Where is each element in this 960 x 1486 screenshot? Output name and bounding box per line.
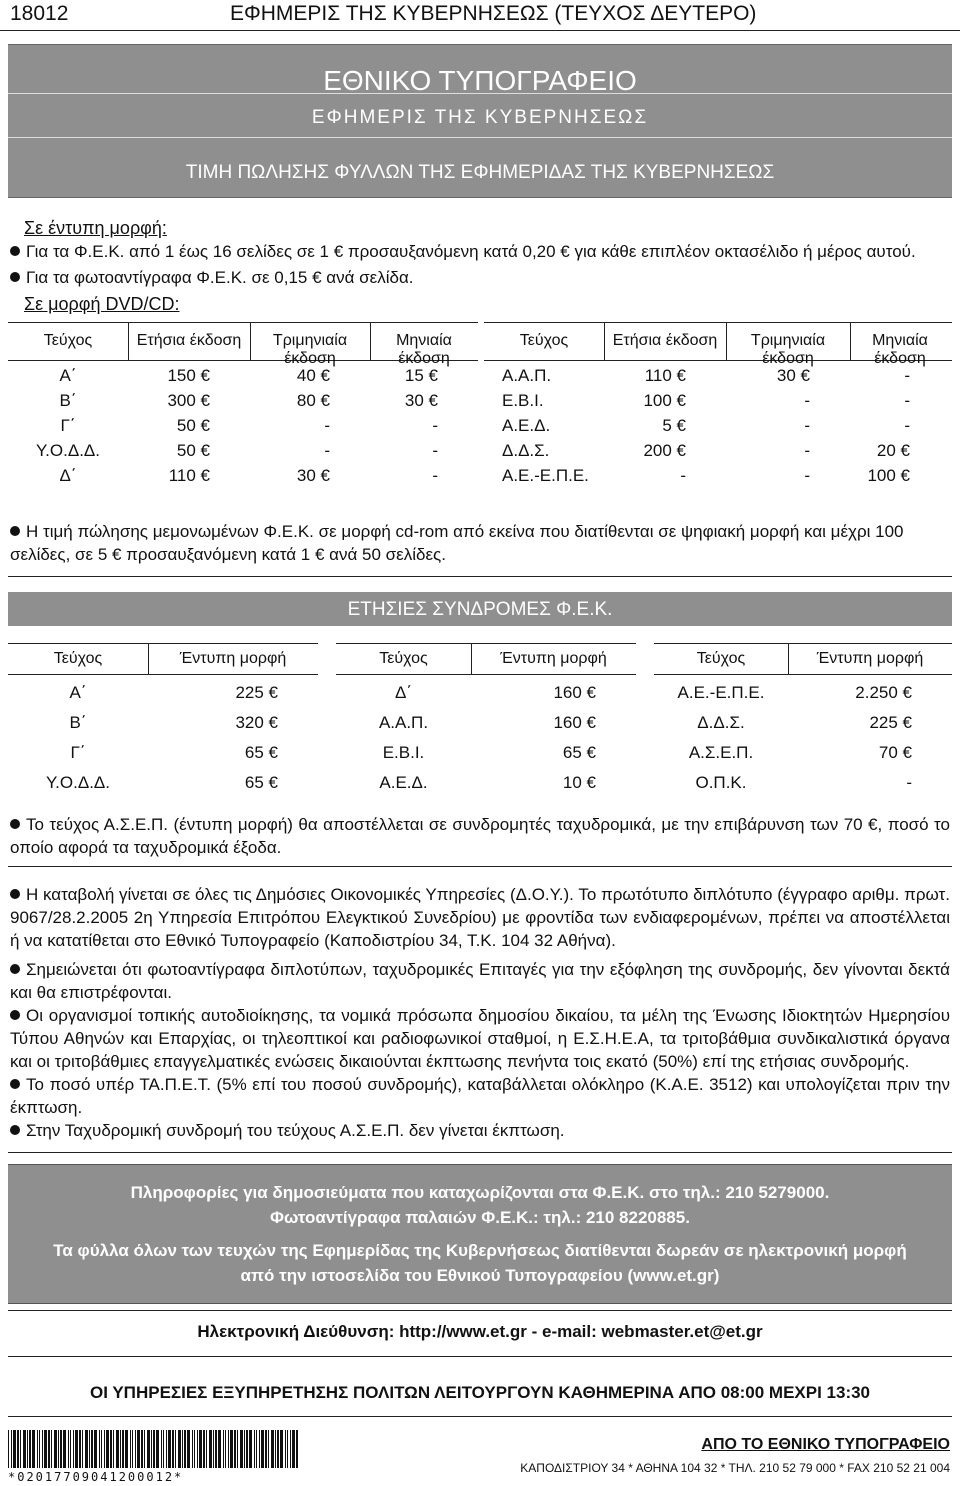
barcode-bar — [182, 1430, 183, 1468]
issue-cell: Α.Ε.Δ. — [379, 773, 428, 792]
dvd-note — [10, 520, 950, 566]
barcode-bar — [51, 1430, 52, 1468]
subscription-note-text: Το τεύχος Α.Σ.Ε.Π. (έντυπη μορφή) θα αποστέλλεται σε συνδρομητές ταχυδρομικά, με την επιβάρυνση των 70 €, ποσό το οποίο αφορά τα ταχυδρομικά έξοδα. — [10, 815, 950, 857]
barcode-bar — [194, 1430, 195, 1468]
issue-cell: Γ΄ — [70, 743, 86, 762]
issue-cell: Ε.Β.Ι. — [502, 391, 544, 410]
info-line-3: Τα φύλλα όλων των τευχών της Εφημερίδας της Κυβερνήσεως διατίθενται δωρεάν σε ηλεκτρονική μορφή — [53, 1241, 907, 1260]
bullet-icon — [10, 1010, 20, 1020]
barcode-bar — [39, 1430, 40, 1468]
barcode-bar — [199, 1430, 202, 1468]
bullet-icon — [10, 964, 20, 974]
barcode-bar — [290, 1430, 291, 1468]
price-cell: 30 € — [776, 366, 810, 385]
barcode-bar — [99, 1430, 100, 1468]
barcode-bar — [27, 1430, 28, 1468]
barcode-bar — [153, 1430, 155, 1468]
issue-cell: Α.Σ.Ε.Π. — [688, 743, 754, 762]
column-header: Μηνιαία έκδοση — [872, 332, 928, 367]
page-number: 18012 — [10, 2, 69, 25]
barcode-bar — [29, 1430, 31, 1468]
column-header-issue: Τεύχος — [53, 650, 103, 667]
barcode-bar — [209, 1430, 212, 1468]
note-photocopies — [10, 958, 950, 1004]
column-header-issue: Τεύχος — [379, 650, 428, 667]
table-rule — [654, 674, 952, 675]
price-cell: - — [432, 416, 438, 435]
print-form-label: Σε έντυπη μορφή: — [24, 218, 167, 238]
issue-cell: Α΄ — [69, 683, 87, 702]
price-cell: - — [904, 366, 910, 385]
barcode-bar — [296, 1430, 298, 1468]
table-rule — [654, 643, 952, 644]
barcode-bar — [265, 1430, 267, 1468]
price-cell: - — [904, 391, 910, 410]
price-cell: 10 € — [562, 773, 596, 792]
banner-title: ΕΘΝΙΚΟ ΤΥΠΟΓΡΑΦΕΙΟ — [323, 65, 637, 96]
issue-cell: Α΄ — [59, 366, 77, 385]
note-payment — [10, 883, 950, 952]
barcode-bar — [206, 1430, 207, 1468]
barcode-bar — [23, 1430, 26, 1468]
price-cell: - — [680, 466, 686, 485]
bullet-icon — [10, 272, 20, 282]
note-text: Οι οργανισμοί τοπικής αυτοδιοίκησης, τα νομικά πρόσωπα δημοσίου δικαίου, τα μέλη της Ένωσης Ιδιοκτητών Ημερησίου Τύπου Αθηνών και Επαρχίας, οι τηλεοπτικοί και ραδιοφωνικοί σταθμοί, η Ε.Σ.Η.Ε.Α, τα τριτοβάθμια συνδικαλιστικά όργανα και οι τριτοβάθμιες επαγγελματικές ενώσεις δικαιούνται έκπτωσης πενήντα τοις εκατό (50%) επί της ετήσιας συνδρομής. — [10, 1006, 950, 1071]
barcode-bar — [82, 1430, 83, 1468]
barcode-bar — [135, 1430, 136, 1468]
issue-cell: Β΄ — [69, 713, 87, 732]
barcode-bar — [75, 1430, 78, 1468]
gazette-title: ΕΦΗΜΕΡΙΣ ΤΗΣ ΚΥΒΕΡΝΗΣΕΩΣ (ΤΕΥΧΟΣ ΔΕΥΤΕΡΟ) — [230, 2, 757, 25]
column-divider — [250, 322, 251, 360]
price-cell: 225 € — [235, 683, 278, 702]
price-cell: 110 € — [168, 466, 210, 485]
price-cell: 100 € — [867, 466, 910, 485]
print-form-bullet-2 — [10, 268, 950, 288]
info-box — [8, 1164, 952, 1304]
barcode-bar — [85, 1430, 88, 1468]
barcode-bar — [60, 1430, 62, 1468]
barcode-bar — [254, 1430, 255, 1468]
barcode-bar — [187, 1430, 190, 1468]
barcode-bar — [275, 1430, 276, 1468]
barcode-bar — [73, 1430, 74, 1468]
note-asep — [10, 1119, 950, 1142]
column-divider — [604, 322, 605, 360]
barcode-bar — [234, 1430, 236, 1468]
column-divider — [370, 322, 371, 360]
barcode-bar — [178, 1430, 181, 1468]
barcode-bar — [285, 1430, 286, 1468]
price-cell: - — [324, 441, 330, 460]
price-cell: - — [432, 441, 438, 460]
barcode-bar — [110, 1430, 112, 1468]
issue-cell: Δ.Δ.Σ. — [502, 441, 550, 460]
price-cell: 225 € — [869, 713, 912, 732]
barcode-bar — [228, 1430, 229, 1468]
publisher-address: ΚΑΠΟΔΙΣΤΡΙΟΥ 34 * ΑΘΗΝΑ 104 32 * ΤΗΛ. 210 52 79 000 * FAX 210 52 21 004 — [520, 1461, 950, 1475]
price-cell: - — [906, 773, 912, 792]
barcode-bar — [101, 1430, 102, 1468]
print-form-bullet-1 — [10, 242, 950, 262]
info-line-4: από την ιστοσελίδα του Εθνικού Τυπογραφείου (www.et.gr) — [240, 1266, 720, 1285]
barcode-bar — [287, 1430, 288, 1468]
barcode-bar — [218, 1430, 221, 1468]
barcode-bar — [237, 1430, 238, 1468]
table-rule — [8, 322, 478, 323]
column-header-print: Έντυπη μορφή — [816, 650, 924, 667]
barcode-bar — [48, 1430, 50, 1468]
barcode-bar — [192, 1430, 193, 1468]
barcode-bar — [141, 1430, 143, 1468]
header-rule — [0, 30, 960, 31]
dvd-note-text: Η τιμή πώλησης μεμονωμένων Φ.Ε.Κ. σε μορφή cd-rom από εκείνα που διατίθενται σε ψηφιακή μορφή και μέχρι 100 σελίδες, σε 5 € προσαυξανόμενη κατά 1 € ανά 50 σελίδες. — [10, 522, 904, 564]
column-divider — [850, 322, 851, 360]
barcode-bar — [104, 1430, 105, 1468]
price-cell: - — [804, 441, 810, 460]
price-cell: 320 € — [235, 713, 278, 732]
column-header: Ετήσια έκδοση — [136, 332, 242, 349]
email-line: Ηλεκτρονική Διεύθυνση: http://www.et.gr - e-mail: webmaster.et@et.gr — [197, 1322, 763, 1341]
price-cell: 150 € — [167, 366, 210, 385]
barcode-bar — [277, 1430, 279, 1468]
table-rule — [8, 643, 318, 644]
opening-hours: ΟΙ ΥΠΗΡΕΣΙΕΣ ΕΞΥΠΗΡΕΤΗΣΗΣ ΠΟΛΙΤΩΝ ΛΕΙΤΟΥΡΓΟΥΝ ΚΑΘΗΜΕΡΙΝΑ ΑΠΟ 08:00 ΜΕΧΡΙ 13:30 — [89, 1383, 871, 1402]
note-discount — [10, 1004, 950, 1073]
barcode-bar — [106, 1430, 109, 1468]
table-rule — [336, 674, 636, 675]
barcode-bar — [42, 1430, 43, 1468]
bullet-icon — [10, 1079, 20, 1089]
banner — [8, 44, 952, 198]
barcode-bar — [137, 1430, 140, 1468]
table-rule — [336, 643, 636, 644]
barcode-bar — [91, 1430, 93, 1468]
barcode-bar — [130, 1430, 131, 1468]
column-header: Τεύχος — [519, 332, 569, 349]
barcode-bar — [203, 1430, 205, 1468]
barcode-bar — [197, 1430, 198, 1468]
barcode-bar — [223, 1430, 224, 1468]
bullet-icon — [10, 819, 20, 829]
barcode-bar — [161, 1430, 162, 1468]
barcode-bar — [54, 1430, 57, 1468]
issue-cell: Β΄ — [59, 391, 77, 410]
price-cell: 50 € — [176, 441, 210, 460]
issue-cell: Ε.Β.Ι. — [382, 743, 425, 762]
barcode-bar — [292, 1430, 295, 1468]
price-cell: 80 € — [296, 391, 330, 410]
price-cell: 300 € — [167, 391, 210, 410]
bullet-icon — [10, 526, 20, 536]
price-cell: 70 € — [878, 743, 912, 762]
bullet-icon — [10, 1125, 20, 1135]
barcode-bar — [37, 1430, 38, 1468]
subscriptions-banner — [8, 592, 952, 626]
issue-cell: Α.Α.Π. — [502, 366, 552, 385]
barcode-number: *02017709041200012* — [8, 1470, 184, 1484]
note-text: Η καταβολή γίνεται σε όλες τις Δημόσιες Οικονομικές Υπηρεσίες (Δ.Ο.Υ.). Το πρωτότυπο διπλότυπο (έγγραφο αριθμ. πρωτ. 9067/28.2.2005 2η Υπηρεσία Επιτρόπου Ελεγκτικού Συνεδρίου) με φροντίδα των ενδιαφερομένων, πρέπει να αποστέλλεται ή να κατατίθεται στο Εθνικό Τυπογραφείο (Καποδιστρίου 34, Τ.Κ. 104 32 Αθήνα). — [10, 885, 950, 950]
barcode-bar — [17, 1430, 19, 1468]
price-cell: 15 € — [404, 366, 438, 385]
subscriptions-title: ΕΤΗΣΙΕΣ ΣΥΝΔΡΟΜΕΣ Φ.Ε.Κ. — [347, 599, 613, 620]
column-header-print: Έντυπη μορφή — [179, 650, 287, 667]
barcode-bar — [256, 1430, 257, 1468]
barcode-bar — [151, 1430, 152, 1468]
table-rule — [484, 322, 952, 323]
barcode-bar — [259, 1430, 260, 1468]
barcode-bar — [244, 1430, 245, 1468]
note-tapet — [10, 1073, 950, 1119]
bullet-icon — [10, 889, 20, 899]
issue-cell: Α.Ε.-Ε.Π.Ε. — [502, 466, 589, 485]
barcode-bar — [166, 1430, 167, 1468]
barcode-bar — [125, 1430, 128, 1468]
note-text: Σημειώνεται ότι φωτοαντίγραφα διπλοτύπων, ταχυδρομικές Επιταγές για την εξόφληση της συνδρομής, δεν γίνονται δεκτά και θα επιστρέφονται. — [10, 960, 950, 1002]
barcode-bar — [132, 1430, 133, 1468]
issue-cell: Υ.Ο.Δ.Δ. — [36, 441, 100, 460]
banner-price-title: ΤΙΜΗ ΠΩΛΗΣΗΣ ΦΥΛΛΩΝ ΤΗΣ ΕΦΗΜΕΡΙΔΑΣ ΤΗΣ ΚΥΒΕΡΝΗΣΕΩΣ — [185, 162, 775, 183]
info-line-2: Φωτοαντίγραφα παλαιών Φ.Ε.Κ.: τηλ.: 210 8220885. — [270, 1208, 690, 1227]
barcode-bar — [215, 1430, 217, 1468]
barcode-bar — [94, 1430, 97, 1468]
issue-cell: Α.Ε.Δ. — [502, 416, 551, 435]
barcode-bar — [168, 1430, 171, 1468]
price-cell: 20 € — [876, 441, 910, 460]
barcode-bar — [175, 1430, 176, 1468]
price-cell: 50 € — [176, 416, 210, 435]
publisher-name: ΑΠΟ ΤΟ ΕΘΝΙΚΟ ΤΥΠΟΓΡΑΦΕΙΟ — [701, 1436, 950, 1453]
price-cell: 30 € — [296, 466, 330, 485]
note-text: Στην Ταχυδρομική συνδρομή του τεύχους Α.Σ.Ε.Π. δεν γίνεται έκπτωση. — [26, 1121, 565, 1140]
barcode-bar — [184, 1430, 186, 1468]
price-cell: - — [324, 416, 330, 435]
issue-cell: Δ.Δ.Σ. — [697, 713, 745, 732]
column-header: Τριμηνιαία έκδοση — [750, 332, 826, 367]
barcode-bar — [213, 1430, 214, 1468]
issue-cell: Α.Α.Π. — [378, 713, 429, 732]
barcode-bar — [116, 1430, 119, 1468]
barcode-bar — [280, 1430, 283, 1468]
barcode-bar — [249, 1430, 252, 1468]
issue-cell: Α.Ε.-Ε.Π.Ε. — [677, 683, 765, 702]
dvd-label: Σε μορφή DVD/CD: — [24, 294, 180, 314]
barcode-bar — [63, 1430, 66, 1468]
column-header: Μηνιαία έκδοση — [396, 332, 452, 367]
price-cell: 65 € — [562, 743, 596, 762]
barcode-bar — [230, 1430, 233, 1468]
bullet-text: Για τα Φ.Ε.Κ. από 1 έως 16 σελίδες σε 1 € προσαυξανόμενη κατά 0,20 € για κάθε επιπλέον οκτασέλιδο ή μέρος αυτού. — [26, 242, 916, 261]
barcode-bar — [144, 1430, 145, 1468]
price-cell: 110 € — [644, 366, 686, 385]
barcode-bar — [261, 1430, 264, 1468]
price-cell: - — [804, 416, 810, 435]
column-header: Τριμηνιαία έκδοση — [272, 332, 348, 367]
barcode-bar — [147, 1430, 150, 1468]
price-cell: - — [432, 466, 438, 485]
issue-cell: Ο.Π.Κ. — [695, 773, 747, 792]
barcode-bar — [20, 1430, 21, 1468]
barcode — [8, 1430, 298, 1468]
price-cell: - — [904, 416, 910, 435]
column-header-print: Έντυπη μορφή — [500, 650, 607, 667]
price-cell: - — [804, 391, 810, 410]
barcode-bar — [79, 1430, 81, 1468]
price-cell: 30 € — [404, 391, 438, 410]
barcode-bar — [120, 1430, 121, 1468]
barcode-bar — [70, 1430, 71, 1468]
price-cell: 5 € — [662, 416, 686, 435]
barcode-bar — [113, 1430, 114, 1468]
barcode-bar — [225, 1430, 226, 1468]
price-cell: 160 € — [553, 683, 596, 702]
issue-cell: Υ.Ο.Δ.Δ. — [46, 773, 110, 792]
bullet-icon — [10, 246, 20, 256]
column-divider — [128, 322, 129, 360]
barcode-bar — [68, 1430, 69, 1468]
barcode-bar — [156, 1430, 159, 1468]
price-cell: 65 € — [244, 773, 278, 792]
barcode-bar — [44, 1430, 47, 1468]
subscription-note — [10, 813, 950, 859]
barcode-bar — [58, 1430, 59, 1468]
barcode-bar — [11, 1430, 12, 1468]
barcode-bar — [32, 1430, 35, 1468]
issue-cell: Γ΄ — [60, 416, 76, 435]
column-header-issue: Τεύχος — [696, 650, 746, 667]
price-cell: 40 € — [296, 366, 330, 385]
barcode-bar — [13, 1430, 16, 1468]
barcode-bar — [172, 1430, 174, 1468]
banner-subtitle: ΕΦΗΜΕΡΙΣ ΤΗΣ ΚΥΒΕΡΝΗΣΕΩΣ — [311, 107, 649, 128]
price-cell: 65 € — [244, 743, 278, 762]
table-rule — [8, 674, 318, 675]
price-cell: - — [804, 466, 810, 485]
column-header: Ετήσια έκδοση — [612, 332, 718, 349]
column-header: Τεύχος — [43, 332, 93, 349]
barcode-bar — [268, 1430, 269, 1468]
barcode-bar — [163, 1430, 164, 1468]
column-divider — [726, 322, 727, 360]
barcode-bar — [8, 1430, 9, 1468]
issue-cell: Δ΄ — [394, 683, 413, 702]
bullet-text: Για τα φωτοαντίγραφα Φ.Ε.Κ. σε 0,15 € ανά σελίδα. — [26, 268, 414, 287]
issue-cell: Δ΄ — [59, 466, 77, 485]
barcode-bar — [89, 1430, 90, 1468]
barcode-bar — [246, 1430, 248, 1468]
info-line-1: Πληροφορίες για δημοσιεύματα που καταχωρίζονται στα Φ.Ε.Κ. στο τηλ.: 210 5279000. — [130, 1183, 830, 1202]
barcode-bar — [240, 1430, 243, 1468]
price-cell: 100 € — [643, 391, 686, 410]
price-cell: 160 € — [553, 713, 596, 732]
barcode-bar — [271, 1430, 274, 1468]
barcode-bar — [122, 1430, 124, 1468]
note-text: Το ποσό υπέρ ΤΑ.Π.Ε.Τ. (5% επί του ποσού συνδρομής), καταβάλλεται ολόκληρο (Κ.Α.Ε. 3512) και υπολογίζεται πριν την έκπτωση. — [10, 1075, 950, 1117]
price-cell: 2.250 € — [855, 683, 912, 702]
price-cell: 200 € — [643, 441, 686, 460]
